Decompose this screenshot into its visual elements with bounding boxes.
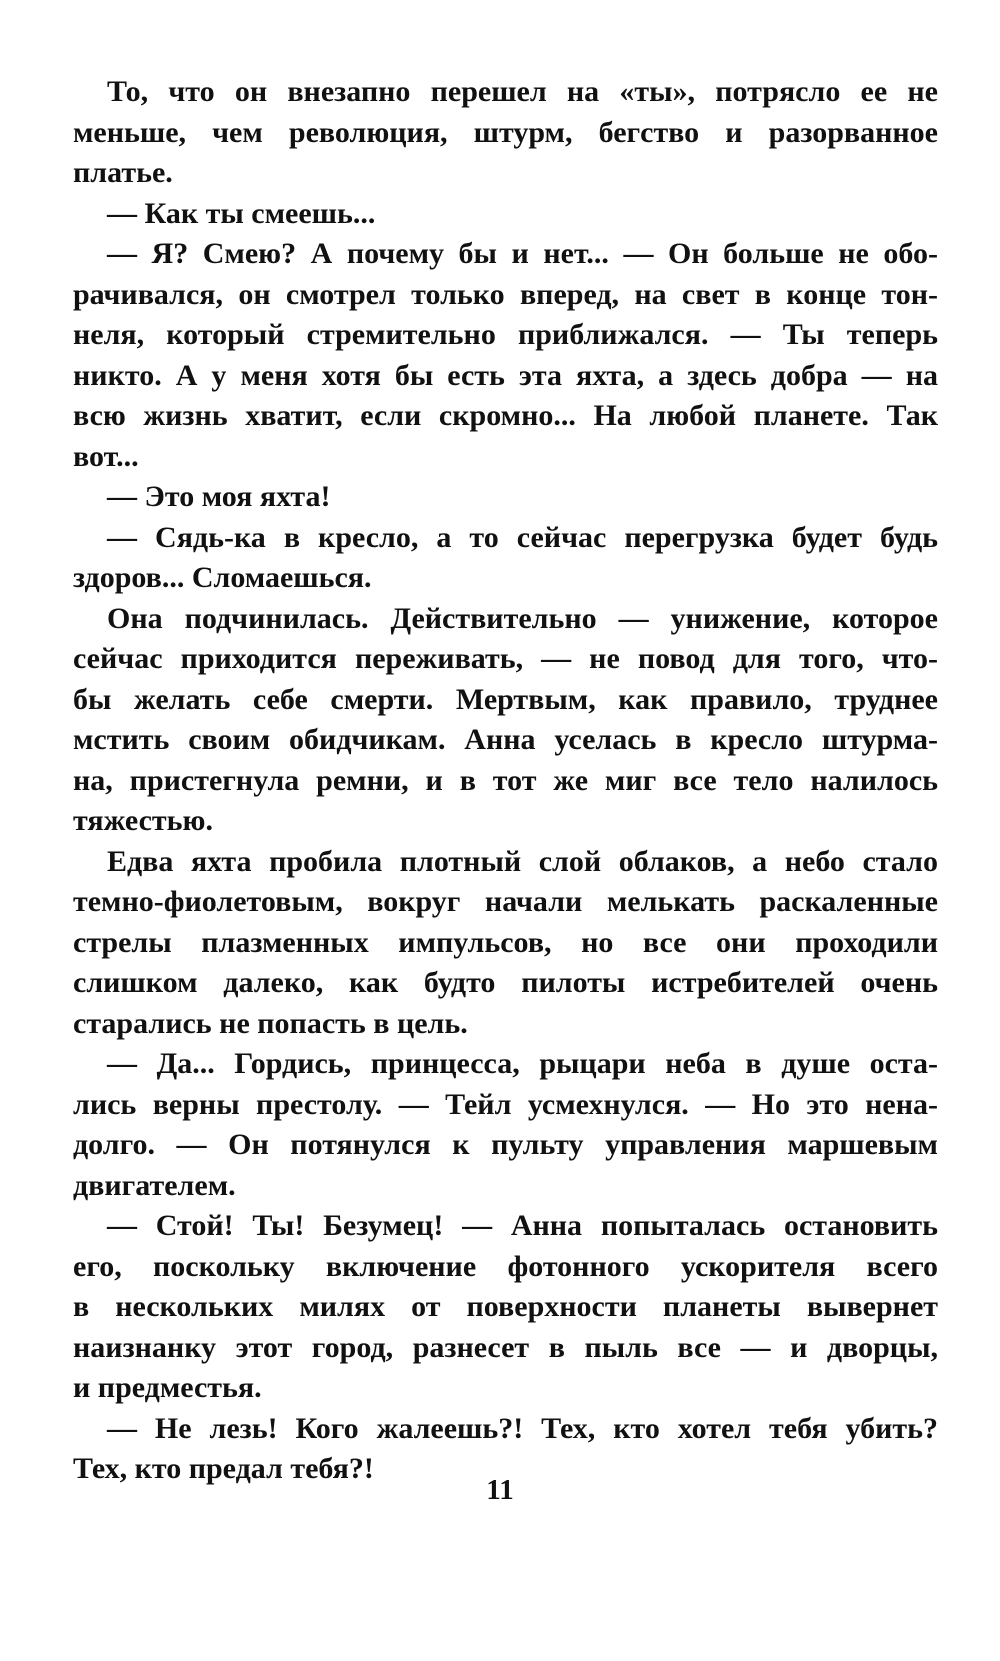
text-line: на, пристегнула ремни, и в тот же миг все тело налилось [73, 763, 938, 797]
paragraph [73, 1044, 938, 1206]
paragraph [73, 477, 938, 518]
text-line: платье. [73, 156, 173, 189]
text-line: его, поскольку включение фотонного ускорителя всего [73, 1249, 938, 1283]
paragraph [73, 518, 938, 599]
text-line: долго. — Он потянулся к пульту управления маршевым [73, 1128, 938, 1161]
text-line: рачивался, он смотрел только вперед, на свет в конце тон- [73, 277, 938, 311]
text-line: темно-фиолетовым, вокруг начали мелькать раскаленные [73, 885, 938, 918]
paragraph [73, 599, 938, 842]
text-line: Она подчинилась. Действительно — унижение, которое [107, 601, 938, 635]
text-line: неля, который стремительно приближался. — Ты теперь [73, 318, 938, 351]
text-line: лись верны престолу. — Тейл усмехнулся. — Но это нена- [73, 1087, 938, 1121]
paragraph [73, 1206, 938, 1409]
text-line: в нескольких милях от поверхности планеты вывернет [73, 1290, 938, 1323]
paragraph [73, 194, 938, 235]
paragraph [73, 842, 938, 1045]
text-line: слишком далеко, как будто пилоты истребителей очень [73, 966, 938, 999]
text-line: сейчас приходится переживать, — не повод для того, что- [73, 642, 938, 675]
text-line: стрелы плазменных импульсов, но все они проходили [73, 925, 938, 959]
text-line: — Как ты смеешь... [107, 196, 376, 230]
text-line: двигателем. [73, 1168, 236, 1202]
text-line: — Сядь-ка в кресло, а то сейчас перегрузка будет будь [107, 520, 938, 554]
page-text [73, 72, 938, 1490]
text-line: бы желать себе смерти. Мертвым, как правило, труднее [73, 682, 938, 716]
text-line: — Да... Гордись, принцесса, рыцари неба в душе оста- [107, 1047, 938, 1080]
text-line: — Не лезь! Кого жалеешь?! Тех, кто хотел тебя убить? [107, 1411, 938, 1445]
text-line: никто. А у меня хотя бы есть эта яхта, а здесь добра — на [73, 358, 938, 392]
text-line: тяжестью. [73, 804, 213, 837]
text-line: всю жизнь хватит, если скромно... На любой планете. Так [73, 399, 938, 432]
text-line: наизнанку этот город, разнесет в пыль все — и дворцы, [73, 1330, 938, 1364]
text-line: здоров... Сломаешься. [73, 561, 372, 594]
paragraph [73, 72, 938, 194]
text-line: и предместья. [73, 1371, 262, 1404]
text-line: старались не попасть в цель. [73, 1006, 468, 1040]
text-line: Едва яхта пробила плотный слой облаков, а небо стало [107, 844, 938, 878]
text-line: — Стой! Ты! Безумец! — Анна попыталась остановить [107, 1209, 938, 1242]
text-line: вот... [73, 439, 139, 473]
text-line: мстить своим обидчикам. Анна уселась в кресло штурма- [73, 723, 938, 756]
text-line: Тех, кто предал тебя?! [73, 1452, 374, 1485]
text-line: — Это моя яхта! [107, 480, 331, 513]
paragraph [73, 234, 938, 477]
text-line: То, что он внезапно перешел на «ты», потрясло ее не [107, 75, 938, 108]
text-line: — Я? Смею? А почему бы и нет... — Он больше не обо- [107, 237, 938, 270]
text-line: меньше, чем революция, штурм, бегство и разорванное [73, 115, 938, 149]
page-number: 11 [486, 1474, 514, 1506]
